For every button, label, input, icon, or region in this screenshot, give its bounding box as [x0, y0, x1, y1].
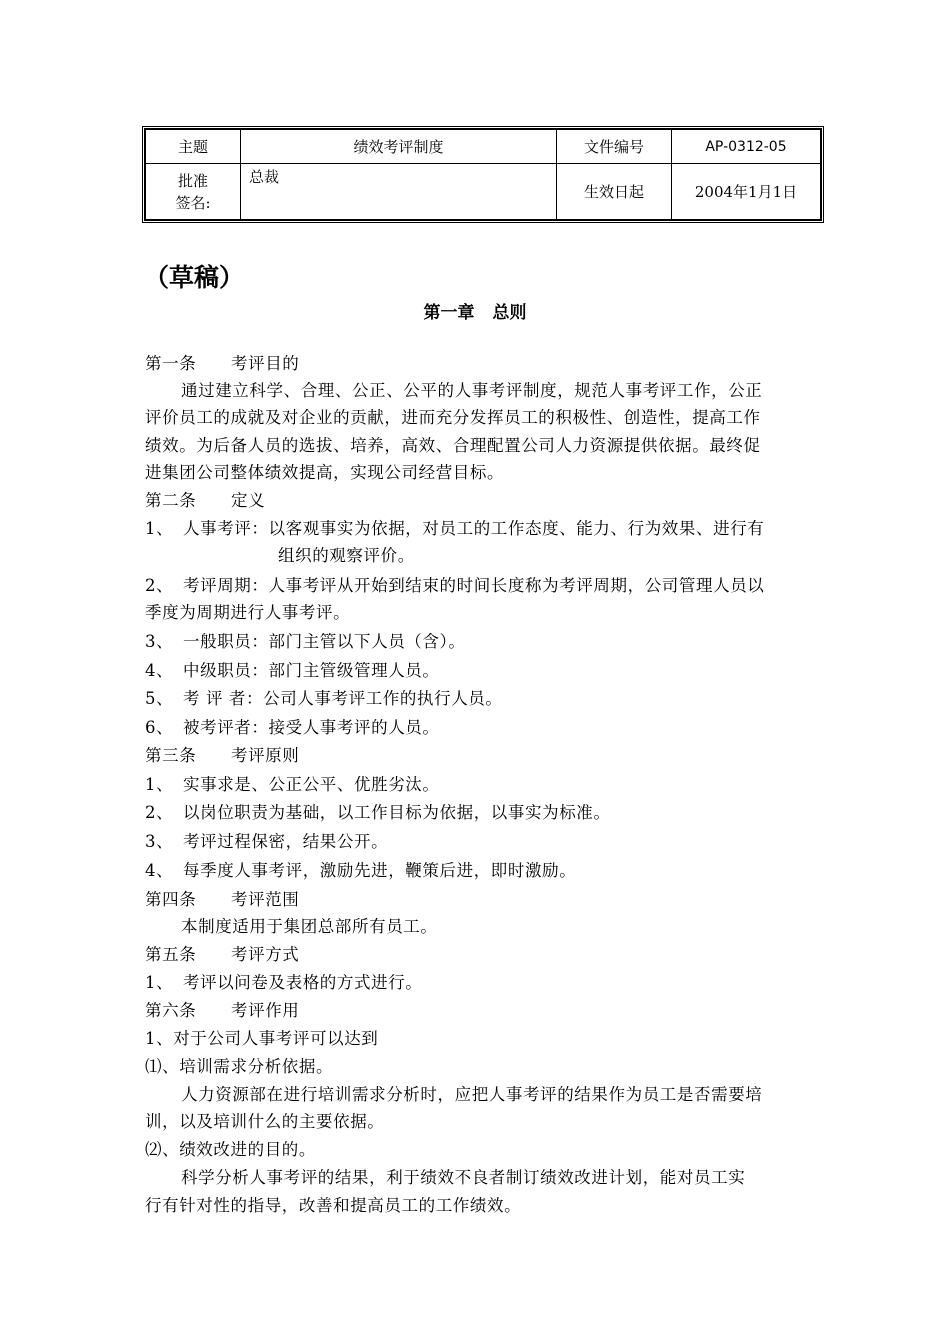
list-item	[145, 861, 835, 881]
effective-value: 2004年1月1日	[672, 164, 821, 220]
article-title: 考评目的	[231, 354, 300, 373]
article-5-heading	[145, 945, 835, 965]
doc-no-label: 文件编号	[557, 130, 672, 164]
paragraph-line: 行有针对性的指导，改善和提高员工的工作绩效。	[145, 1196, 522, 1215]
list-item	[145, 832, 835, 852]
list-item	[145, 661, 835, 681]
article-number: 第一条	[145, 354, 197, 373]
list-item	[145, 775, 835, 795]
header-table	[142, 126, 824, 223]
article-1-heading	[145, 354, 835, 374]
article-number: 第四条	[145, 890, 197, 909]
article-title: 考评作用	[231, 1001, 300, 1020]
article-4-heading	[145, 890, 835, 910]
list-item	[145, 718, 835, 738]
paragraph-line: 1、对于公司人事考评可以达到	[145, 1029, 379, 1048]
subject-label: 主题	[146, 130, 241, 164]
effective-label: 生效日起	[557, 164, 672, 220]
item-text: 中级职员：部门主管级管理人员。	[183, 661, 440, 680]
paragraph-line: 科学分析人事考评的结果，利于绩效不良者制订绩效改进计划，能对员工实	[181, 1168, 746, 1187]
article-number: 第五条	[145, 945, 197, 964]
chapter-number: 第一章	[423, 303, 475, 323]
paragraph-line: 绩效。为后备人员的选拔、培养，高效、合理配置公司人力资源提供依据。最终促	[145, 436, 761, 455]
article-3-heading	[145, 746, 835, 766]
item-text: 实事求是、公正公平、优胜劣汰。	[183, 775, 440, 794]
doc-no-value: AP-0312-05	[672, 130, 821, 164]
article-number: 第三条	[145, 746, 197, 765]
article-6-heading	[145, 1001, 835, 1021]
item-number: 2、	[145, 576, 174, 595]
item-text: 考评周期：人事考评从开始到结束的时间长度称为考评周期，公司管理人员以	[183, 576, 765, 595]
chapter-heading	[0, 298, 950, 323]
approve-value: 总裁	[241, 164, 557, 220]
item-number: 4、	[145, 861, 174, 880]
item-text: 每季度人事考评，激励先进，鞭策后进，即时激励。	[183, 861, 577, 880]
item-text: 一般职员：部门主管以下人员（含）。	[183, 632, 466, 651]
item-text: 考 评 者：公司人事考评工作的执行人员。	[183, 689, 503, 708]
paragraph-line: 本制度适用于集团总部所有员工。	[181, 917, 438, 936]
paragraph-line: 人力资源部在进行培训需求分析时，应把人事考评的结果作为员工是否需要培	[181, 1085, 763, 1104]
approve-label-line-1: 批准	[177, 171, 208, 190]
paragraph-line: 评价员工的成就及对企业的贡献，进而充分发挥员工的积极性、创造性，提高工作	[145, 408, 761, 427]
list-item-continuation: 季度为周期进行人事考评。	[145, 603, 351, 622]
list-item-continuation: 组织的观察评价。	[278, 546, 415, 565]
draft-label: （草稿）	[144, 263, 245, 292]
paragraph-line: ⑵、绩效改进的目的。	[145, 1140, 316, 1159]
chapter-title: 总则	[492, 303, 527, 323]
paragraph-line: 进集团公司整体绩效提高，实现公司经营目标。	[145, 463, 505, 482]
article-title: 考评范围	[231, 890, 300, 909]
list-item	[145, 519, 835, 539]
article-title: 考评原则	[231, 746, 300, 765]
item-number: 5、	[145, 689, 174, 708]
article-number: 第二条	[145, 491, 197, 510]
paragraph-line: ⑴、培训需求分析依据。	[145, 1057, 334, 1076]
subject-value: 绩效考评制度	[241, 130, 557, 164]
item-number: 1、	[145, 519, 174, 538]
article-number: 第六条	[145, 1001, 197, 1020]
item-text: 以岗位职责为基础，以工作目标为依据，以事实为标准。	[183, 803, 611, 822]
item-number: 2、	[145, 803, 174, 822]
item-number: 3、	[145, 632, 174, 651]
item-number: 1、	[145, 775, 174, 794]
article-title: 考评方式	[231, 945, 300, 964]
article-2-heading	[145, 491, 835, 511]
paragraph-line: 训，以及培训什么的主要依据。	[145, 1112, 385, 1131]
item-text: 人事考评：以客观事实为依据，对员工的工作态度、能力、行为效果、进行有	[183, 519, 765, 538]
item-number: 3、	[145, 832, 174, 851]
paragraph-line: 通过建立科学、合理、公正、公平的人事考评制度，规范人事考评工作，公正	[181, 381, 763, 400]
item-number: 4、	[145, 661, 174, 680]
item-number: 6、	[145, 718, 174, 737]
approve-label-line-2: 签名:	[175, 193, 211, 212]
item-text: 考评过程保密，结果公开。	[183, 832, 389, 851]
item-number: 1、	[145, 973, 174, 992]
item-text: 被考评者：接受人事考评的人员。	[183, 718, 440, 737]
article-title: 定义	[231, 491, 266, 510]
list-item	[145, 576, 835, 596]
approve-label	[146, 164, 241, 220]
item-text: 考评以问卷及表格的方式进行。	[183, 973, 423, 992]
list-item	[145, 689, 835, 709]
list-item	[145, 973, 835, 993]
list-item	[145, 632, 835, 652]
list-item	[145, 803, 835, 823]
